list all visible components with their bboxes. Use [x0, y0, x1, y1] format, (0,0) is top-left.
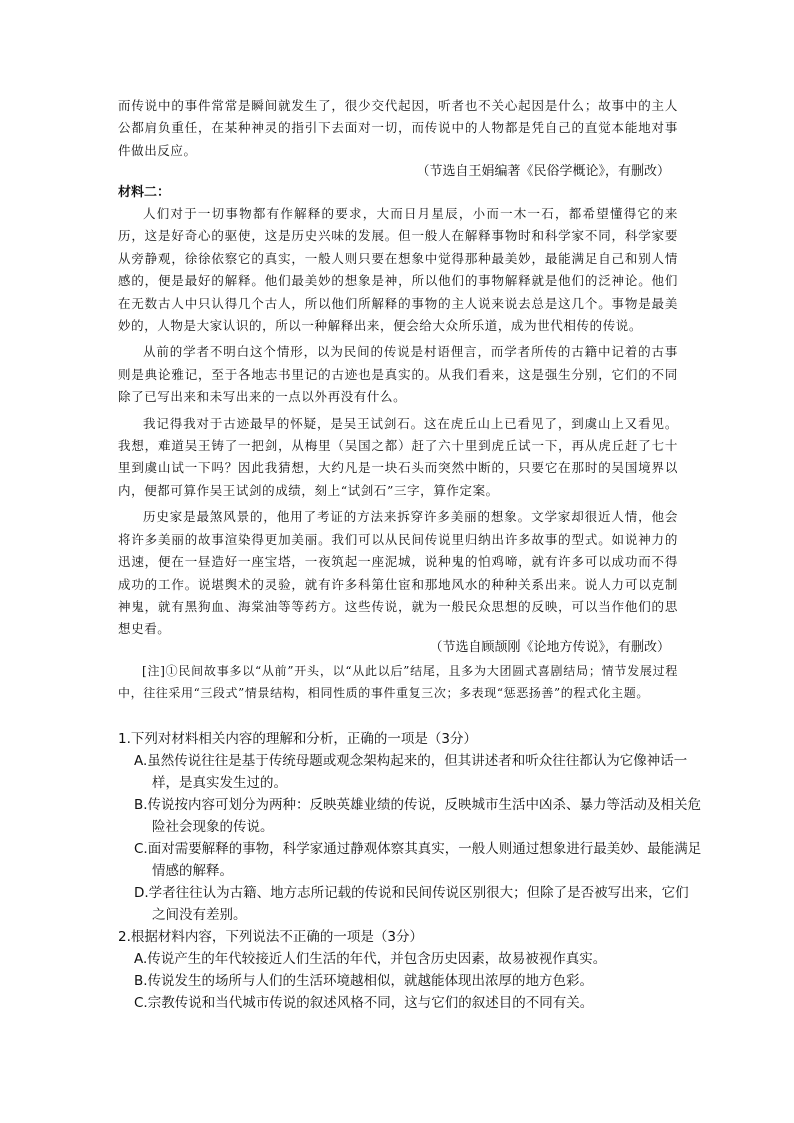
material2-body	[118, 203, 678, 641]
material2-paragraph: 从前的学者不明白这个情形，以为民间的传说是村语俚言，而学者所传的古籍中记着的古事则是典论雅记，至于各地志书里记的古迹也是真实的。从我们看来，这是强生分别，它们的不同除了已写出来和未写出来的一点以外再没有什么。	[118, 344, 678, 405]
footnote-text: [注]①民间故事多以“从前”开头，以“从此以后”结尾，且多为大团圆式喜剧结局；情节发展过程中，往往采用“三段式”情景结构，相同性质的事件重复三次；多表现“惩恶扬善”的程式化主题。	[118, 664, 678, 700]
material1-tail	[118, 95, 678, 162]
question-2-stem: 2.根据材料内容，下列说法不正确的一项是（3分）	[118, 929, 423, 945]
source-citation-2: （节选自顾颉刚《论地方传说》，有删改）	[429, 640, 670, 655]
question-1-option-d: D.学者往往认为古籍、地方志所记载的传说和民间传说区别很大；但除了是否被写出来，它们之间没有差别。	[134, 885, 689, 923]
question-2-option-a: A.传说产生的年代较接近人们生活的年代，并包含历史因素，故易被视作真实。	[134, 951, 607, 967]
material2-paragraph: 人们对于一切事物都有作解释的要求，大而日月星辰，小而一木一石，都希望懂得它的来历，这是好奇心的驱使，这是历史兴味的发展。但一般人在解释事物时和科学家不同，科学家要从旁静观，徐徐依察它的真实，一般人则只要在想象中觉得那种最美妙，最能满足自己和别人情感的，便是最好的解释。他们最美妙的想象是神，所以他们的事物解释就是他们的泛神论。他们在无数古人中只认得几个古人，所以他们所解释的事物的主人说来说去总是这几个。事物是最美妙的，人物是大家认识的，所以一种解释出来，便会给大众所乐道，成为世代相传的传说。	[118, 206, 678, 334]
question-2-option-b: B.传说发生的场所与人们的生活环境越相似，就越能体现出浓厚的地方色彩。	[134, 973, 594, 989]
material1-paragraph: 而传说中的事件常常是瞬间就发生了，很少交代起因，听者也不关心起因是什么；故事中的主人公都肩负重任，在某种神灵的指引下去面对一切，而传说中的人物都是凭自己的直觉本能地对事件做出反应。	[118, 98, 678, 158]
material2-heading: 材料二：	[118, 185, 171, 200]
question-1-stem: 1.下列对材料相关内容的理解和分析，正确的一项是（3分）	[118, 731, 477, 747]
question-1-option-c: C.面对需要解释的事物，科学家通过静观体察其真实，一般人则通过想象进行最美妙、最能满足情感的解释。	[134, 841, 702, 879]
question-2-option-c: C.宗教传说和当代城市传说的叙述风格不同，这与它们的叙述目的不同有关。	[134, 995, 594, 1011]
question-1-option-b: B.传说按内容可划分为两种：反映英雄业绩的传说，反映城市生活中凶杀、暴力等活动及相关危险社会现象的传说。	[134, 797, 702, 835]
question-1-option-a: A.虽然传说往往是基于传统母题或观念架构起来的，但其讲述者和听众往往都认为它像神话一样，是真实发生过的。	[134, 753, 688, 791]
material2-paragraph: 历史家是最煞风景的，他用了考证的方法来拆穿许多美丽的想象。文学家却很近人情，他会将许多美丽的故事渲染得更加美丽。我们可以从民间传说里归纳出许多故事的型式。如说神力的迅速，便在一昼造好一座宝塔，一夜筑起一座泥城，说种鬼的怕鸡啼，就有许多可以成功而不得成功的工作。说堪舆术的灵验，就有许多科第仕宦和那地风水的种种关系出来。说人力可以克制神鬼，就有黑狗血、海棠油等等药方。这些传说，就为一般民众思想的反映，可以当作他们的思想史看。	[118, 509, 678, 637]
footnote	[118, 660, 678, 704]
material2-paragraph: 我记得我对于古迹最早的怀疑，是吴王试剑石。这在虎丘山上已看见了，到虞山上又看见。我想，难道吴王铸了一把剑，从梅里（吴国之都）赶了六十里到虎丘试一下，再从虎丘赶了七十里到虞山试一下吗？因此我猜想，大约凡是一块石头而突然中断的，只要它在那时的吴国境界以内，便都可算作吴王试剑的成绩，刻上“试剑石”三字，算作定案。	[118, 415, 678, 498]
source-citation-1: （节选自王娟编著《民俗学概论》，有删改）	[416, 164, 670, 179]
